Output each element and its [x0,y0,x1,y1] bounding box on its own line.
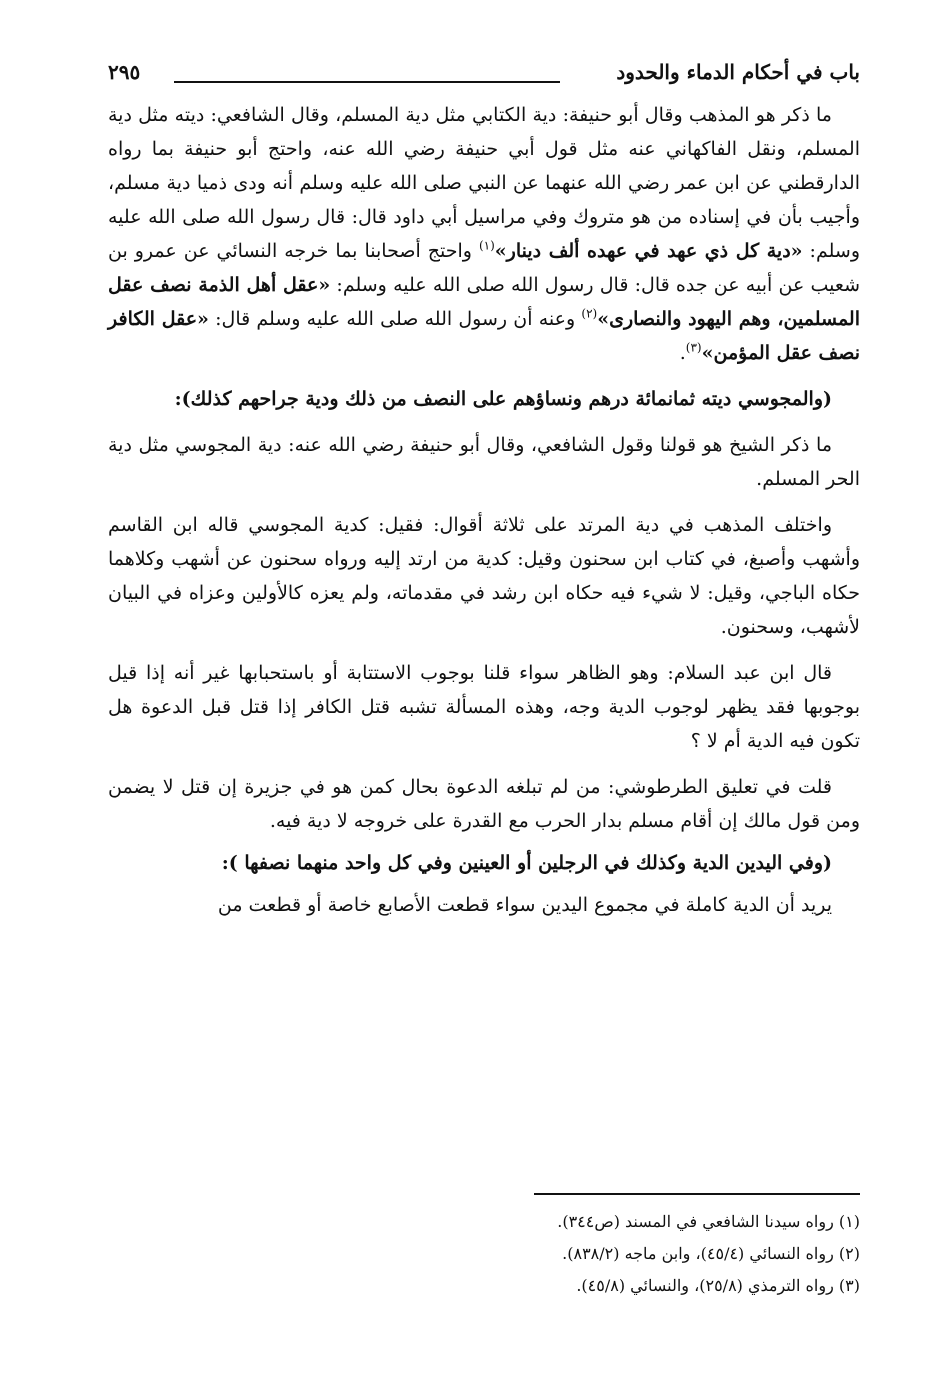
footnote-1: (١) رواه سيدنا الشافعي في المسند (ص٣٤٤). [557,1212,860,1231]
matn-paragraph-2: (والمجوسي ديته ثمانمائة درهم ونساؤهم على النصف من ذلك ودية جراحهم كذلك): [174,388,832,410]
matn-paragraph-7: (وفي اليدين الدية وكذلك في الرجلين أو العينين وفي كل واحد منهما نصفها ): [221,852,832,874]
paragraph-3: ما ذكر الشيخ هو قولنا وقول الشافعي، وقال أبو حنيفة رضي الله عنه: دية المجوسي مثل دية الحر المسلم. [108,434,860,490]
header-rule [174,81,560,83]
footnote-2: (٢) رواه النسائي (٤٥/٤)، وابن ماجه (٨٣٨/٢). [562,1244,860,1263]
hadith-3: «عقل الكافر نصف عقل المؤمن» [108,308,860,364]
p1-text-c: وعنه أن رسول الله صلى الله عليه وسلم قال: [208,308,582,330]
p1-text-d: . [679,342,686,364]
paragraph-5: قال ابن عبد السلام: وهو الظاهر سواء قلنا بوجوب الاستتابة أو باستحبابها غير أنه إذا قيل بوجوبها فقد يظهر لوجوب الدية وجه، وهذه المسألة تشبه قتل الكافر إذا قتل قبل الدعوة هل تكون فيه الدية أم لا ؟ [108,662,860,752]
chapter-title: باب في أحكام الدماء والحدود [616,60,860,84]
running-header [108,58,860,98]
footnote-rule [534,1193,860,1195]
footnote-ref-1: (١) [478,238,495,253]
page-number: ٢٩٥ [108,60,141,84]
p1-text-a: ما ذكر هو المذهب وقال أبو حنيفة: دية الكتابي مثل دية المسلم، وقال الشافعي: ديته مثل دية المسلم، ونقل الفاكهاني عنه مثل قول أبي حنيفة رضي الله عنه، واحتج أبو حنيفة بما رواه الدارقطني عن ابن عمر رضي الله عنهما عن النبي صلى الله عليه وسلم أنه ودى ذميا دية مسلم، وأجيب بأن في إسناده من هو متروك وفي مراسيل أبي داود قال: قال رسول الله صلى الله عليه وسلم: [108,104,860,262]
hadith-1: «دية كل ذي عهد في عهده ألف دينار» [494,240,803,262]
footnote-ref-2: (٢) [581,306,598,321]
footnote-ref-3: (٣) [685,340,702,355]
footnotes [108,1206,860,1302]
hadith-2: «عقل أهل الذمة نصف عقل المسلمين، وهم اليهود والنصارى» [108,274,860,330]
paragraph-1 [108,98,860,370]
p1-text-b: واحتج أصحابنا بما خرجه النسائي عن عمرو بن شعيب عن أبيه عن جده قال: قال رسول الله صلى الله عليه وسلم: [108,240,860,296]
paragraph-8: يريد أن الدية كاملة في مجموع اليدين سواء قطعت الأصابع خاصة أو قطعت من [217,894,832,916]
paragraph-4: واختلف المذهب في دية المرتد على ثلاثة أقوال: فقيل: كدية المجوسي قاله ابن القاسم وأشهب وأصبغ، في كتاب ابن سحنون وقيل: كدية من ارتد إليه ورواه سحنون عن أشهب وكلاهما حكاه الباجي، وقيل: لا شيء فيه حكاه ابن رشد في مقدماته، ولم يعزه كالأولين وعزاه في البيان لأشهب، وسحنون. [108,514,860,638]
page [108,58,860,1295]
main-text [108,98,860,922]
footnote-3: (٣) رواه الترمذي (٢٥/٨)، والنسائي (٤٥/٨). [576,1276,860,1295]
paragraph-6: قلت في تعليق الطرطوشي: من لم تبلغه الدعوة بحال كمن هو في جزيرة إن قتل لا يضمن ومن قول مالك إن أقام مسلم بدار الحرب مع القدرة على خروجه لا دية فيه. [108,776,860,832]
